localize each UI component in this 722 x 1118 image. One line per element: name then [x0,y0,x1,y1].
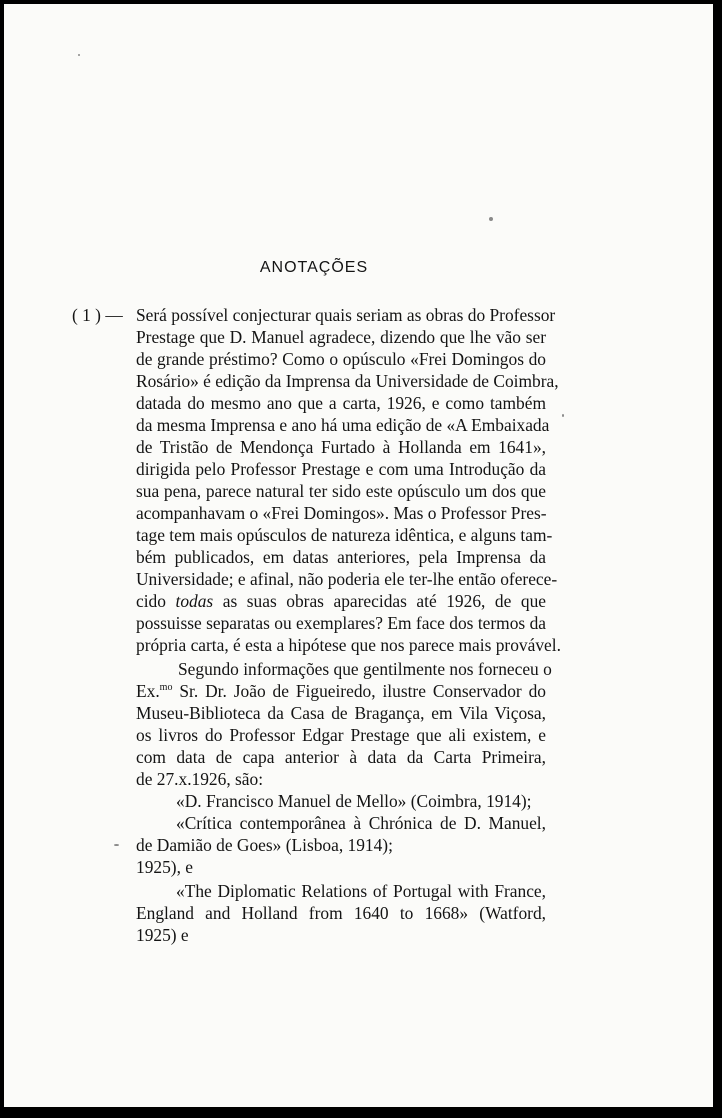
text-line: de Tristão de Mendonça Furtado à Hollanda em 1641», [136,437,546,457]
text-line: sua pena, parece natural ter sido este opúsculo um dos que [136,481,546,501]
text-line: bém publicados, em datas anteriores, pela Imprensa da [136,547,546,567]
text-segment: Sr. Dr. João de Figueiredo, ilustre Conservador do [172,681,546,701]
text-line: própria carta, é esta a hipótese que nos parece mais provável. [136,635,561,655]
text-line: da mesma Imprensa e ano há uma edição de «A Embaixada [136,415,550,435]
text-line: datada do mesmo ano que a carta, 1926, e como também [136,393,546,413]
superscript: mo [159,682,173,694]
text-line: Segundo informações que gentilmente nos forneceu o [178,659,552,679]
text-line: 1925), e [136,857,193,877]
bibliography-entry: «The Diplomatic Relations of Portugal with France, [176,881,546,901]
page-heading: ANOTAÇÕES [259,259,369,276]
text-line: com data de capa anterior à data da Carta Primeira, [136,747,546,767]
text-segment: cido [136,591,176,611]
text-line [136,680,546,702]
text-line: de 27.x.1926, são: [136,769,264,789]
text-line: Será possível conjecturar quais seriam as obras do Professor [136,305,556,325]
text-line: tage tem mais opúsculos de natureza idêntica, e alguns tam- [136,525,553,545]
text-line: de Damião de Goes» (Lisboa, 1914); [136,835,393,855]
footnote-marker: ( 1 ) — [72,305,123,325]
text-line: Universidade; e afinal, não poderia ele ter-lhe então oferece- [136,569,558,589]
text-line: os livros do Professor Edgar Prestage que ali existem, e [136,725,546,745]
emphasized-word: todas [175,591,214,611]
text-line: possuisse separatas ou exemplares? Em face dos termos da [136,613,546,633]
bibliography-entry: «D. Francisco Manuel de Mello» (Coimbra, 1914); [176,791,532,811]
paper-speck [489,217,493,221]
text-line: 1925) e [136,925,189,945]
text-line: dirigida pelo Professor Prestage e com uma Introdução da [136,459,546,479]
book-page [4,4,713,1107]
text-line: Museu-Biblioteca da Casa de Bragança, em Vila Viçosa, [136,703,546,723]
text-line [136,590,546,612]
text-line: de grande préstimo? Como o opúsculo «Frei Domingos do [136,349,546,369]
text-line: Rosário» é edição da Imprensa da Universidade de Coimbra, [136,371,559,391]
paper-speck [562,414,564,417]
bibliography-entry: «Crítica contemporânea à Chrónica de D. Manuel, [176,813,546,833]
text-segment: as suas obras aparecidas até 1926, de que [213,591,546,611]
text-line: Prestage que D. Manuel agradece, dizendo que lhe vão ser [136,327,546,347]
text-line: acompanhavam o «Frei Domingos». Mas o Professor Pres- [136,503,547,523]
text-line: England and Holland from 1640 to 1668» (Watford, [136,903,546,923]
paper-speck [114,844,119,846]
paper-speck [78,54,80,56]
text-segment: Ex. [136,681,160,701]
